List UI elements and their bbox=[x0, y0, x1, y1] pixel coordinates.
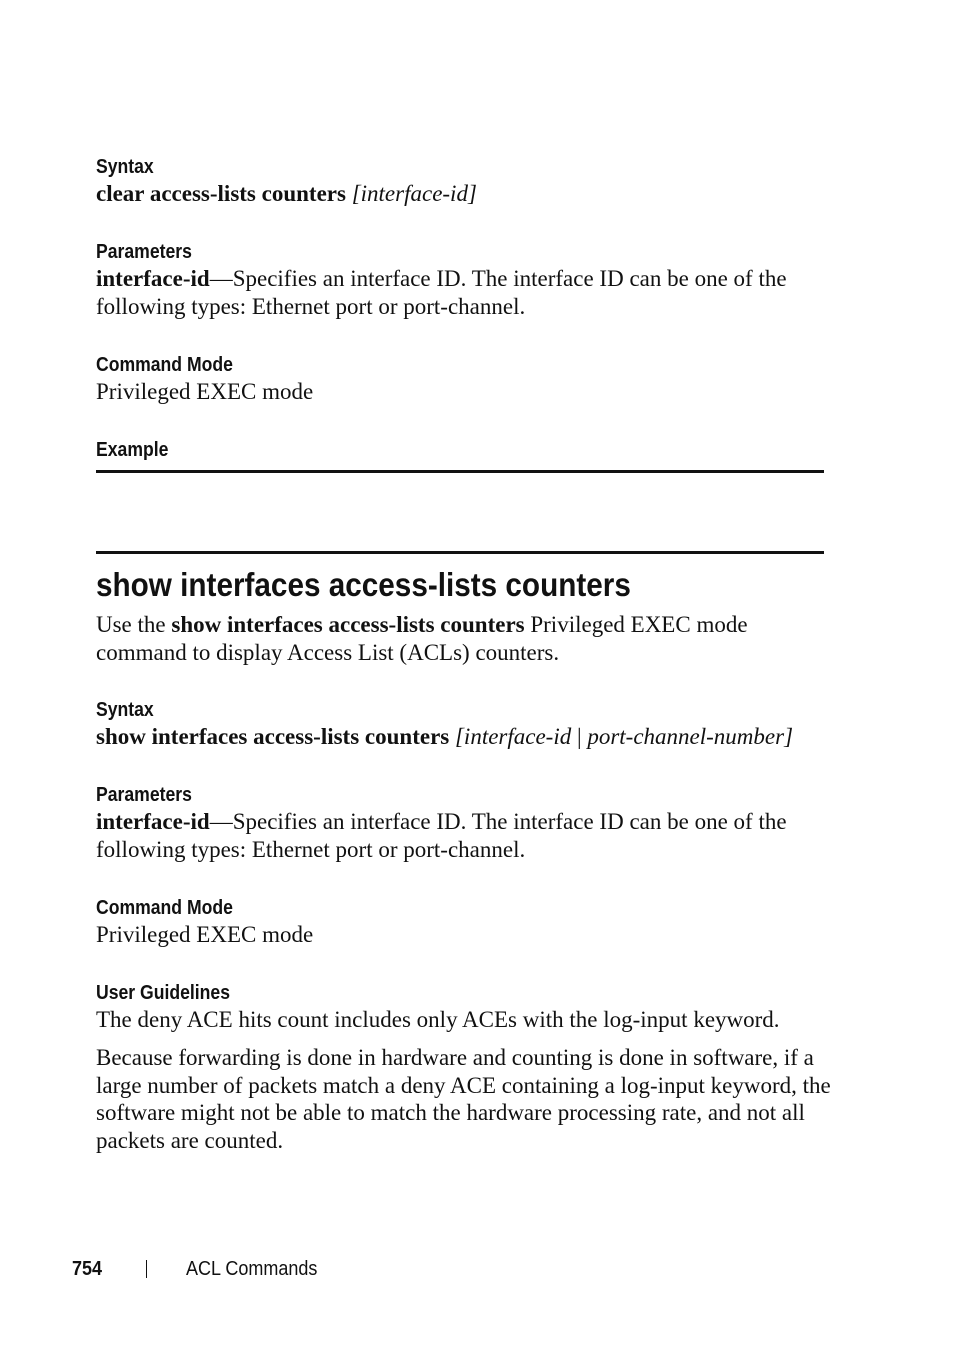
command-mode-text-2: Privileged EXEC mode bbox=[96, 922, 314, 947]
intro-paragraph bbox=[96, 611, 831, 666]
command-mode-heading: Command Mode bbox=[96, 354, 233, 376]
syntax-arg-2: port-channel-number] bbox=[587, 724, 794, 749]
guideline-2: Because forwarding is done in hardware and counting is done in software, if a large number of packets match a deny ACE containing a log-input keyword, the software might not be able to match the hardware processing rate, and not all packets are counted. bbox=[96, 1045, 831, 1153]
parameters-heading-2: Parameters bbox=[96, 784, 192, 806]
example-rule bbox=[96, 470, 824, 473]
footer-separator bbox=[146, 1260, 147, 1278]
section-title: show interfaces access-lists counters bbox=[96, 566, 631, 603]
intro-prefix: Use the bbox=[96, 612, 172, 637]
syntax-args: [interface-id] bbox=[351, 181, 477, 206]
user-guidelines-heading: User Guidelines bbox=[96, 982, 231, 1004]
parameters-heading: Parameters bbox=[96, 241, 192, 263]
command-mode-heading-2: Command Mode bbox=[96, 897, 233, 919]
param-name-2: interface-id bbox=[96, 809, 210, 834]
param-desc: —Specifies an interface ID. The interface ID can be one of the following types: Ethernet port or port-channel. bbox=[96, 266, 787, 319]
syntax-heading-2: Syntax bbox=[96, 699, 154, 721]
parameter-description-2 bbox=[96, 808, 831, 863]
guideline-1: The deny ACE hits count includes only ACEs with the log-input keyword. bbox=[96, 1007, 780, 1032]
page-number: 754 bbox=[72, 1258, 103, 1280]
syntax-command-2: show interfaces access-lists counters bbox=[96, 724, 450, 749]
syntax-separator: | bbox=[571, 724, 588, 749]
example-heading: Example bbox=[96, 439, 169, 461]
parameter-description bbox=[96, 265, 831, 320]
syntax-arg-1: [interface-id bbox=[454, 724, 572, 749]
command-mode-text: Privileged EXEC mode bbox=[96, 379, 314, 404]
syntax-command: clear access-lists counters bbox=[96, 181, 346, 206]
syntax-line bbox=[96, 180, 831, 208]
param-name: interface-id bbox=[96, 266, 210, 291]
chapter-name: ACL Commands bbox=[186, 1258, 318, 1280]
intro-suffix: Privileged EXEC mode command to display Access List (ACLs) counters. bbox=[96, 612, 748, 665]
intro-command: show interfaces access-lists counters bbox=[171, 612, 525, 637]
syntax-line-2 bbox=[96, 723, 856, 751]
syntax-heading: Syntax bbox=[96, 156, 154, 178]
section-top-rule bbox=[96, 551, 824, 554]
param-desc-2: —Specifies an interface ID. The interface ID can be one of the following types: Ethernet port or port-channel. bbox=[96, 809, 787, 862]
